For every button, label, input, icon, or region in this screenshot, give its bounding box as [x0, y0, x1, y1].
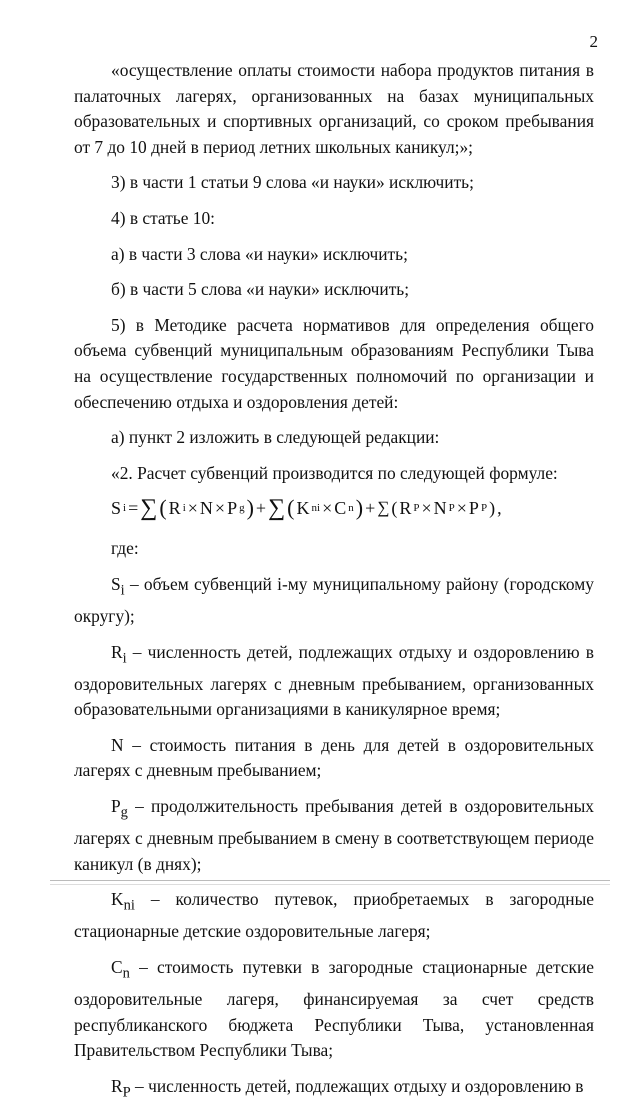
paragraph-article-10: 4) в статье 10:	[111, 207, 216, 228]
scan-edge-line-secondary	[50, 884, 610, 885]
paragraph-article-10-part-3: а) в части 3 слова «и науки» исключить;	[111, 243, 408, 264]
definition-cn: $C_n$ – стоимость путевки в загородные стационарные детские оздоровительные лагеря, финансируемая за счет средств республиканского бюджета Республики Тыва, установленная Правительством Республики Тыва;	[74, 956, 594, 1061]
document-body	[74, 58, 594, 1106]
paragraph-where: где:	[111, 538, 139, 559]
definition-n: N – стоимость питания в день для детей в оздоровительных лагерях с дневным пребыванием;	[74, 734, 594, 781]
definition-si: $S_i$ – объем субвенций i-му муниципальному району (городскому округу);	[74, 573, 594, 626]
paragraph-article-9: 3) в части 1 статьи 9 слова «и науки» исключить;	[111, 172, 474, 193]
subvention-formula: S i = ∑ ( R i × N × P g ) + ∑ ( K ni × C n ) + ∑ ( R P × N P × P P ) ,	[111, 495, 502, 522]
definition-kni: $K_{ni}$ – количество путевок, приобретаемых в загородные стационарные детские оздоровительные лагеря;	[74, 889, 594, 942]
definition-rp: $R_P$ – численность детей, подлежащих отдыху и оздоровлению в	[111, 1075, 584, 1101]
paragraph-methodology: 5) в Методике расчета нормативов для определения общего объема субвенций муниципальным образованиям Республики Тыва на осуществление государственных полномочий по организации и обеспечению отдыха и оздоровления детей:	[74, 314, 594, 412]
definition-ri: $R_i$ – численность детей, подлежащих отдыху и оздоровлению в оздоровительных лагерях с дневным пребыванием, организованных образовательными организациями в каникулярное время;	[74, 641, 594, 720]
paragraph-formula-intro: «2. Расчет субвенций производится по следующей формуле:	[111, 462, 558, 483]
page-number: 2	[589, 32, 598, 51]
paragraph-camps: «осуществление оплаты стоимости набора продуктов питания в палаточных лагерях, организованных на базах муниципальных образовательных и спортивных организаций, со сроком пребывания от 7 до 10 дней в период летних школьных каникул;»;	[74, 60, 594, 157]
paragraph-point-2: а) пункт 2 изложить в следующей редакции:	[111, 427, 440, 448]
scan-edge-line	[50, 880, 610, 881]
definition-pg: $P_g$ – продолжительность пребывания детей в оздоровительных лагерях с дневным пребыванием в смену в соответствующем периоде каникул (в днях);	[74, 796, 594, 874]
paragraph-article-10-part-5: б) в части 5 слова «и науки» исключить;	[111, 279, 410, 300]
